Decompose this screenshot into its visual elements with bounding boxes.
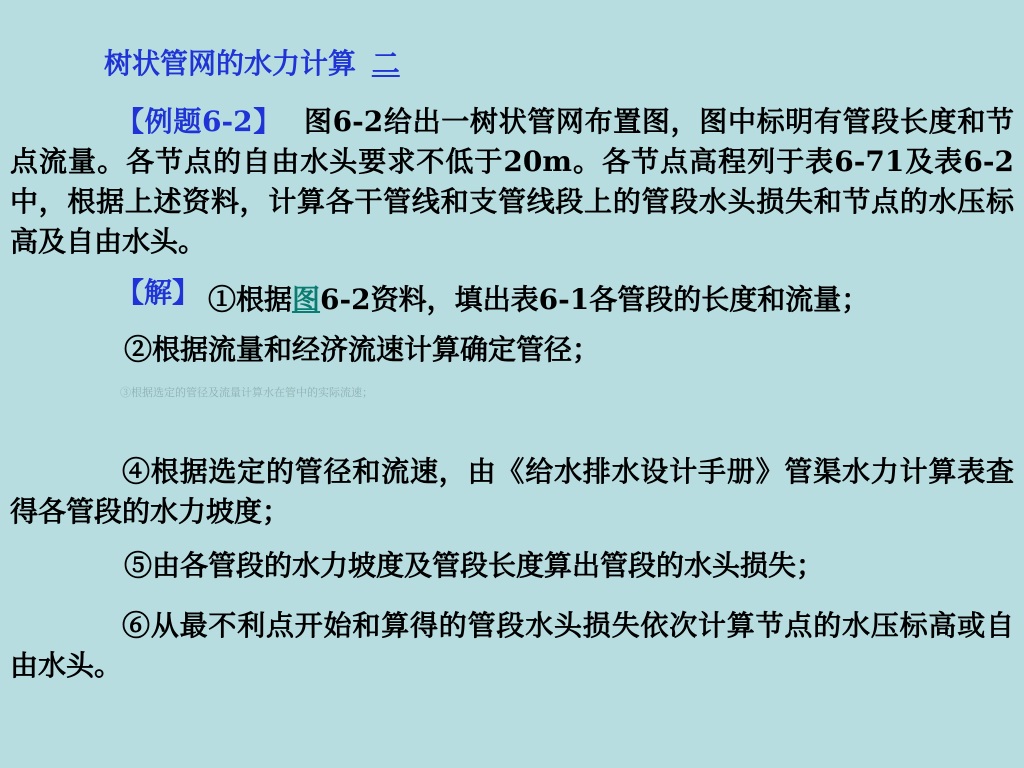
- title-suffix: 二: [371, 47, 400, 80]
- step-1-suffix: 6-2资料，填出表6-1各管段的长度和流量；: [320, 283, 870, 316]
- step-1: [208, 280, 869, 320]
- step-2: ②根据流量和经济流速计算确定管径；: [124, 333, 601, 366]
- step-4-text: ④根据选定的管径和流速，由《给水排水设计手册》管渠水力计算表查得各管段的水力坡度；: [10, 455, 1014, 528]
- slide-title: [104, 44, 400, 84]
- step-3: ③根据选定的管径及流量计算水在管中的实际流速；: [120, 386, 373, 399]
- step-4: [10, 452, 1014, 532]
- figure-link[interactable]: 图: [292, 283, 321, 316]
- example-paragraph: [10, 102, 1014, 262]
- step-5: ⑤由各管段的水力坡度及管段长度算出管段的水头损失；: [124, 549, 825, 582]
- solution-tag: 【解】: [116, 276, 201, 309]
- example-tag: 【例题6-2】: [116, 105, 282, 138]
- example-text: 图6-2给出一树状管网布置图，图中标明有管段长度和节点流量。各节点的自由水头要求不低于20m。各节点高程列于表6-71及表6-2中，根据上述资料，计算各干管线和支管线段上的管段水头损失和节点的水压标高及自由水头。: [10, 105, 1014, 258]
- title-main: 树状管网的水力计算: [104, 47, 357, 80]
- step-6: [10, 606, 1014, 686]
- step-1-prefix: ①根据: [208, 283, 293, 316]
- step-6-text: ⑥从最不利点开始和算得的管段水头损失依次计算节点的水压标高或自由水头。: [10, 609, 1014, 682]
